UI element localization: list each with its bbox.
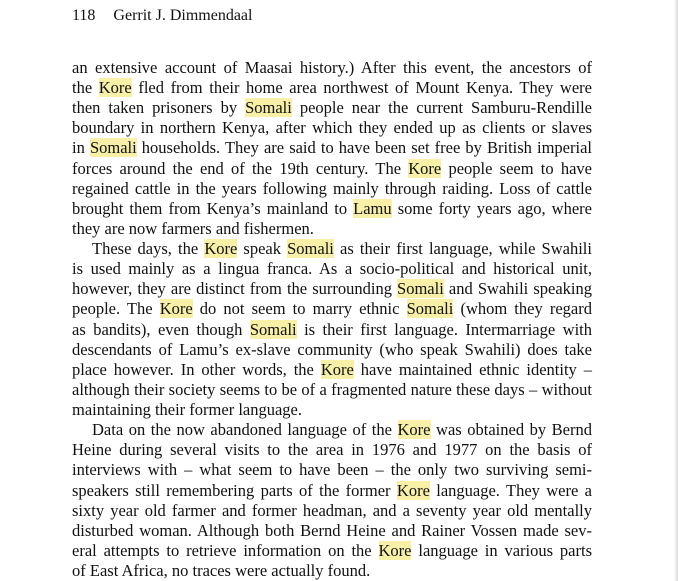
text-line: is used mainly as a lingua franca. As a socio-political and historical unit, — [72, 259, 592, 279]
search-highlight: Kore — [204, 239, 238, 259]
search-highlight: Somali — [249, 319, 297, 339]
text-line: then taken prisoners by Somali people near the current Samburu-Rendille — [72, 98, 592, 118]
search-highlight: Kore — [408, 158, 442, 178]
text-line: in Somali households. They are said to have been set free by British imperial — [72, 138, 592, 158]
text-line: the Kore fled from their home area northwest of Mount Kenya. They were — [72, 78, 592, 98]
search-highlight: Somali — [89, 138, 137, 158]
search-highlight: Lamu — [353, 198, 392, 218]
search-highlight: Somali — [406, 299, 454, 319]
text-line: although their society seems to be of a fragmented nature these days – without — [72, 379, 592, 399]
search-highlight: Kore — [378, 540, 412, 560]
search-highlight: Kore — [397, 420, 431, 440]
text-line: descendants of Lamu’s ex-slave community (who speak Swahili) does take — [72, 339, 592, 359]
text-line: forces around the end of the 19th century. The Kore people seem to have — [72, 158, 592, 178]
search-highlight: Kore — [159, 299, 193, 319]
text-line: eral attempts to retrieve information on the Kore language in various parts — [72, 540, 592, 560]
text-line: maintaining their former language. — [72, 400, 303, 420]
text-line: regained cattle in the years following mainly through raiding. Loss of cattle — [72, 178, 592, 198]
search-highlight: Kore — [320, 359, 354, 379]
text-line: brought them from Kenya’s mainland to Lamu some forty years ago, where — [72, 198, 592, 218]
search-highlight: Kore — [98, 78, 132, 98]
page-number: 118 — [72, 7, 96, 24]
text-line: interviews with – what seem to have been – the only two surviving semi- — [72, 460, 592, 480]
text-line: sixty year old farmer and former headman, and a seventy year old mentally — [72, 500, 592, 520]
text-line: Data on the now abandoned language of the Kore was obtained by Bernd — [92, 420, 592, 440]
text-line: an extensive account of Maasai history.) After this event, the ancestors of — [72, 58, 592, 77]
text-line: they are now farmers and fishermen. — [72, 218, 314, 238]
search-highlight: Somali — [287, 239, 334, 259]
search-highlight: Somali — [245, 98, 292, 118]
search-highlight: Kore — [396, 480, 430, 500]
text-line: Heine during several visits to the area in 1976 and 1977 on the basis of — [72, 440, 592, 460]
page-edge-shadow — [674, 0, 678, 581]
text-line: of East Africa, no traces were actually found. — [72, 561, 371, 580]
text-line: as bandits), even though Somali is their first language. Intermarriage with — [72, 319, 592, 339]
running-head — [72, 6, 252, 26]
text-line: boundary in northern Kenya, after which they ended up as clients or slaves — [72, 118, 592, 138]
text-line: speakers still remembering parts of the former Kore language. They were a — [72, 480, 592, 500]
text-line: disturbed woman. Although both Bernd Heine and Rainer Vossen made sev- — [72, 520, 592, 540]
search-highlight: Somali — [397, 279, 444, 299]
text-line: however, they are distinct from the surrounding Somali and Swahili speaking — [72, 279, 592, 299]
text-line: These days, the Kore speak Somali as their first language, while Swahili — [92, 239, 592, 259]
text-line: place however. In other words, the Kore have maintained ethnic identity – — [72, 359, 592, 379]
author-name: Gerrit J. Dimmendaal — [113, 7, 253, 24]
text-line: people. The Kore do not seem to marry ethnic Somali (whom they regard — [72, 299, 592, 319]
